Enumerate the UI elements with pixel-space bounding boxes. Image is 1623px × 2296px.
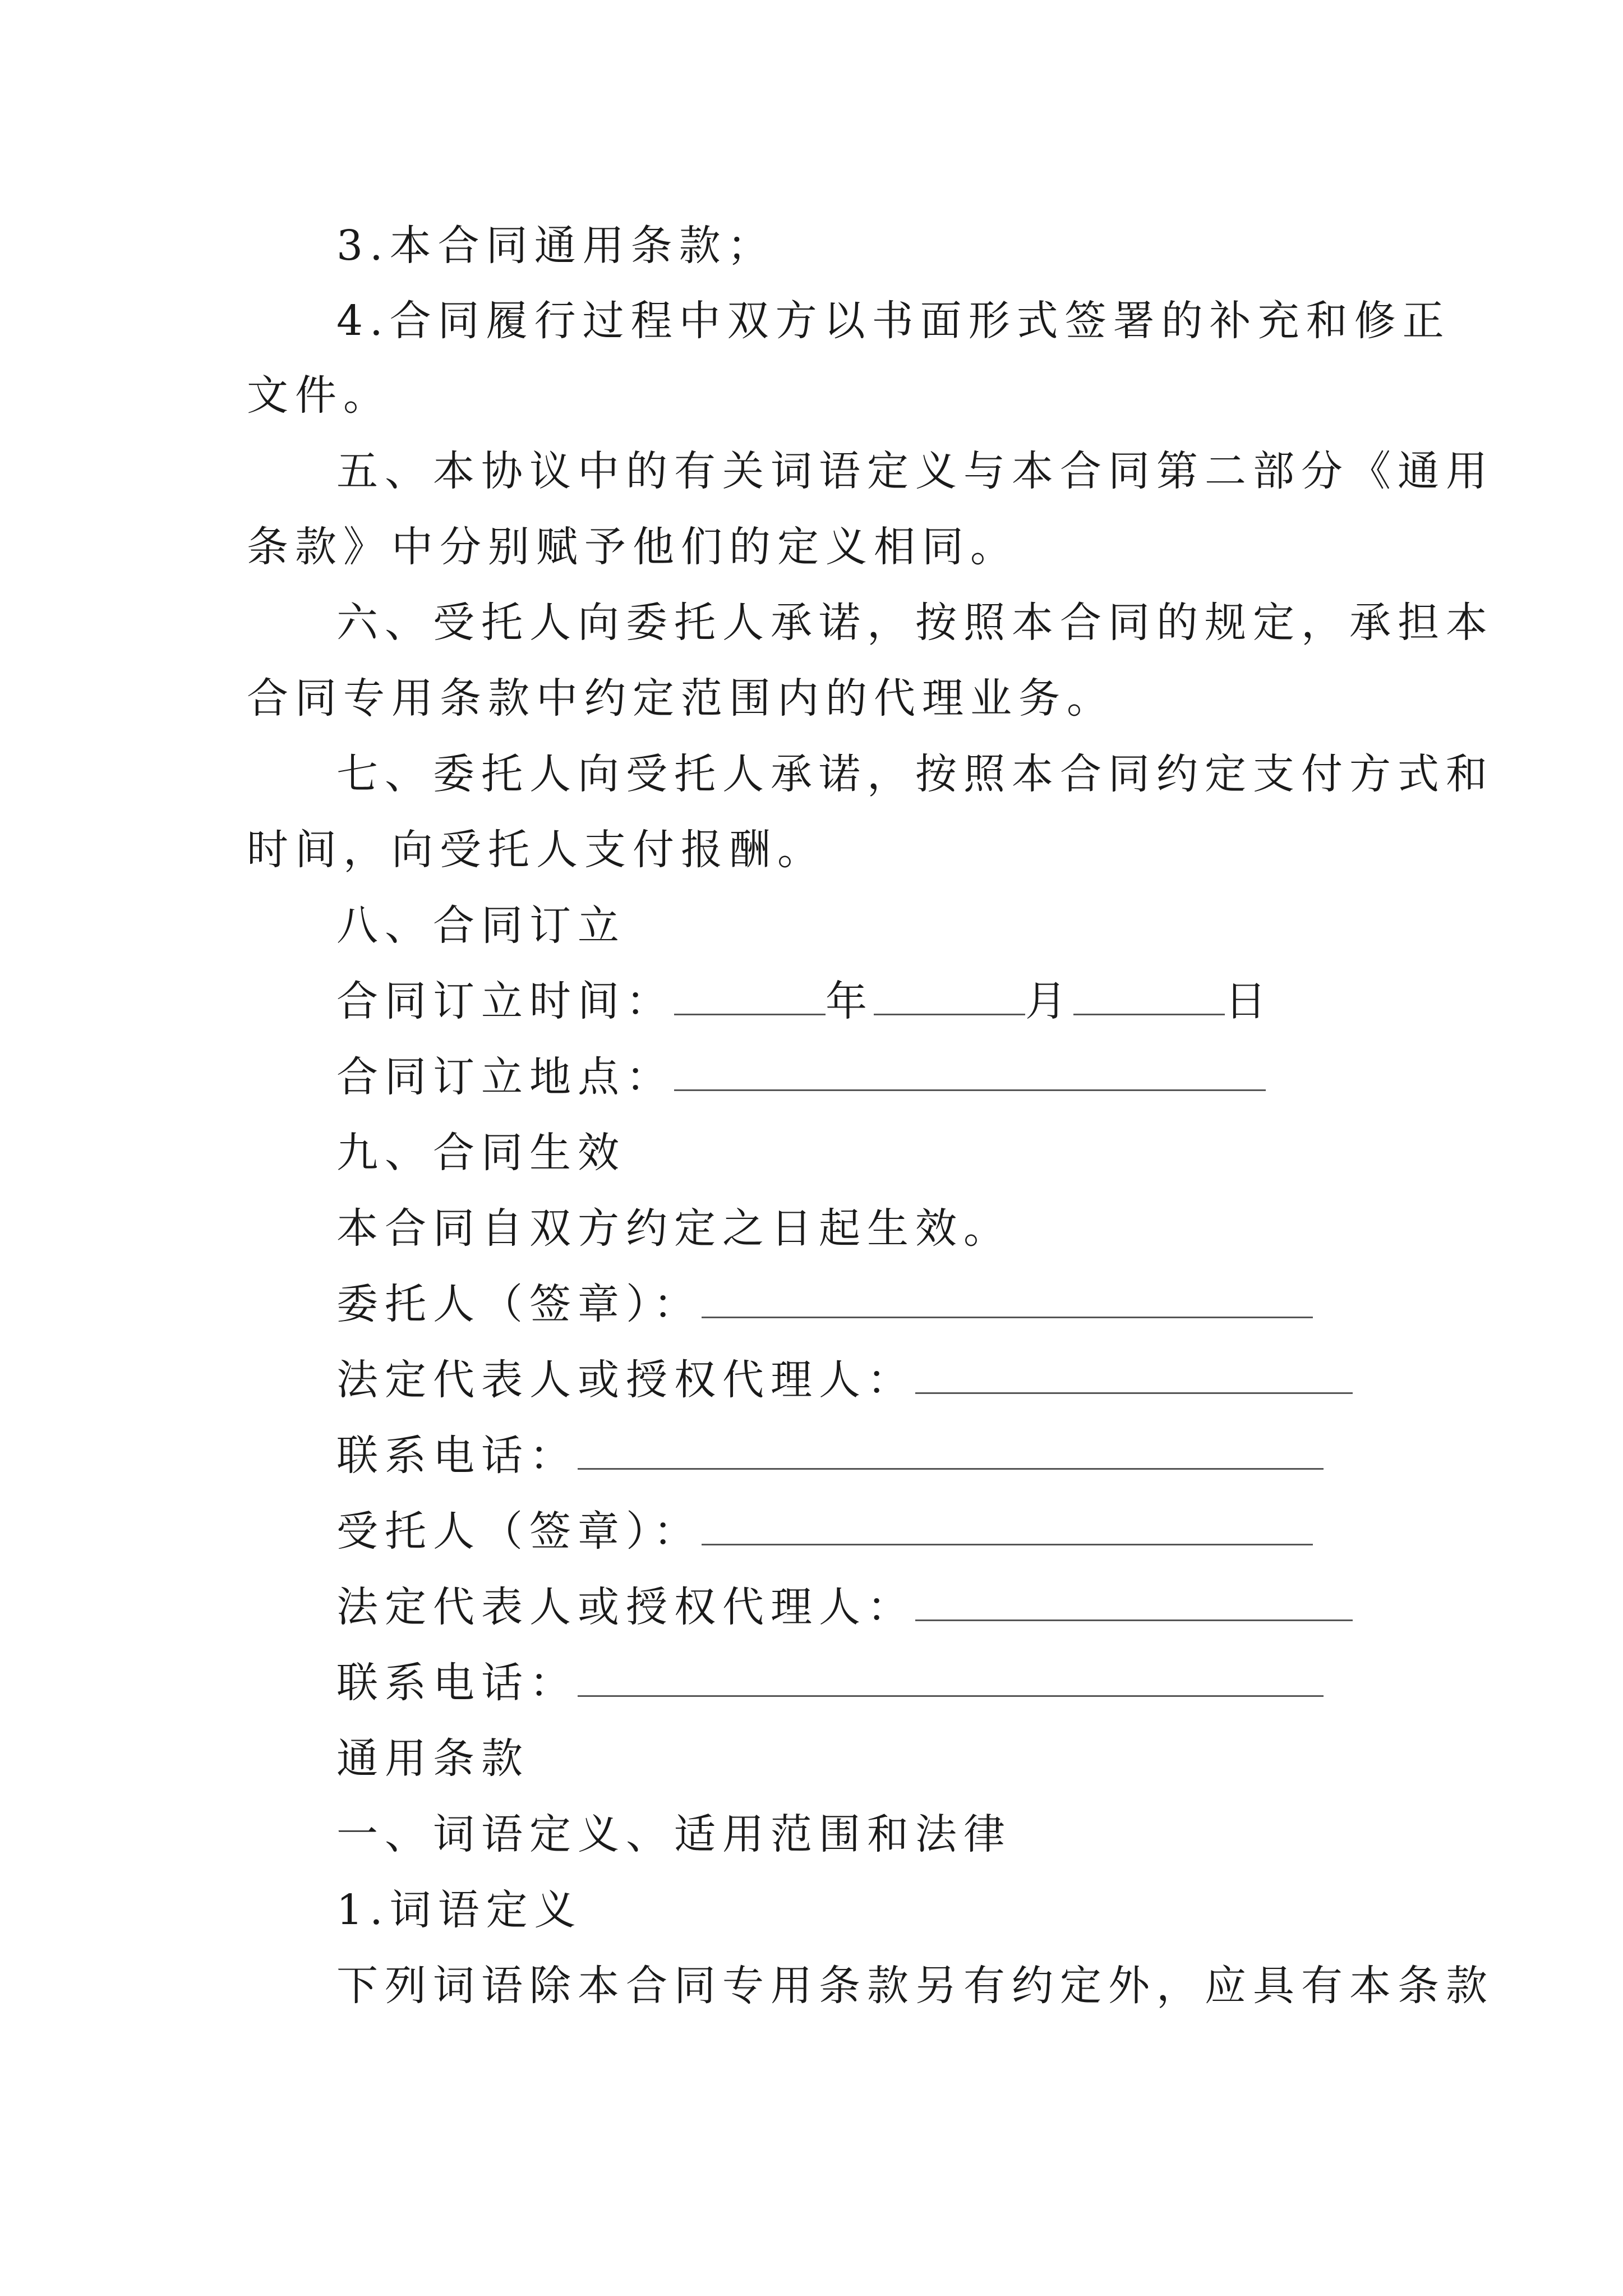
general-terms-section-1: 一、词语定义、适用范围和法律 <box>336 1810 1012 1858</box>
year-label: 年 <box>826 977 874 1025</box>
principal-phone-row <box>336 1428 1324 1484</box>
paragraph-6-line2: 合同专用条款中约定范围内的代理业务。 <box>247 674 1115 723</box>
paragraph-item-3: 3.本合同通用条款； <box>336 222 776 270</box>
general-terms-item-1: 1.词语定义 <box>336 1886 583 1934</box>
principal-rep-blank <box>915 1358 1353 1394</box>
paragraph-item-4-line1: 4.合同履行过程中双方以书面形式签署的补充和修正 <box>336 297 1451 345</box>
agent-phone-blank <box>578 1660 1324 1697</box>
agent-rep-row <box>336 1579 1353 1635</box>
principal-sign-row <box>336 1276 1313 1332</box>
general-terms-title: 通用条款 <box>336 1734 529 1783</box>
agent-rep-blank <box>915 1585 1353 1621</box>
paragraph-7-line1: 七、委托人向受托人承诺，按照本合同约定支付方式和 <box>336 750 1494 798</box>
principal-phone-label: 联系电话： <box>336 1432 578 1480</box>
agent-sign-label: 受托人（签章）： <box>336 1507 702 1556</box>
year-blank <box>674 979 826 1015</box>
signing-time-row <box>336 973 1273 1029</box>
signing-time-label: 合同订立时间： <box>336 977 674 1025</box>
section-signing-heading: 八、合同订立 <box>336 901 626 950</box>
paragraph-item-4-line2: 文件。 <box>247 371 391 420</box>
signing-place-label: 合同订立地点： <box>336 1053 674 1101</box>
agent-sign-row <box>336 1503 1313 1559</box>
principal-sign-label: 委托人（签章）： <box>336 1280 702 1328</box>
signing-place-blank <box>674 1055 1266 1091</box>
paragraph-6-line1: 六、受托人向委托人承诺，按照本合同的规定，承担本 <box>336 599 1494 647</box>
day-label: 日 <box>1225 977 1273 1025</box>
agent-phone-row <box>336 1655 1324 1711</box>
signing-place-row <box>336 1049 1266 1105</box>
agent-rep-label: 法定代表人或授权代理人： <box>336 1583 915 1631</box>
paragraph-5-line1: 五、本协议中的有关词语定义与本合同第二部分《通用 <box>336 447 1494 495</box>
month-label: 月 <box>1025 977 1073 1025</box>
effect-text: 本合同自双方约定之日起生效。 <box>336 1204 1012 1253</box>
paragraph-7-line2: 时间，向受托人支付报酬。 <box>247 826 826 874</box>
principal-rep-row <box>336 1352 1353 1408</box>
month-blank <box>874 979 1025 1015</box>
principal-rep-label: 法定代表人或授权代理人： <box>336 1356 915 1404</box>
principal-phone-blank <box>578 1433 1324 1470</box>
general-terms-item-1-text: 下列词语除本合同专用条款另有约定外，应具有本条款 <box>336 1962 1494 2010</box>
agent-phone-label: 联系电话： <box>336 1659 578 1707</box>
section-effect-heading: 九、合同生效 <box>336 1129 626 1177</box>
agent-sign-blank <box>702 1509 1313 1545</box>
principal-sign-blank <box>702 1282 1313 1318</box>
paragraph-5-line2: 条款》中分别赋予他们的定义相同。 <box>247 523 1018 571</box>
day-blank <box>1073 979 1225 1015</box>
